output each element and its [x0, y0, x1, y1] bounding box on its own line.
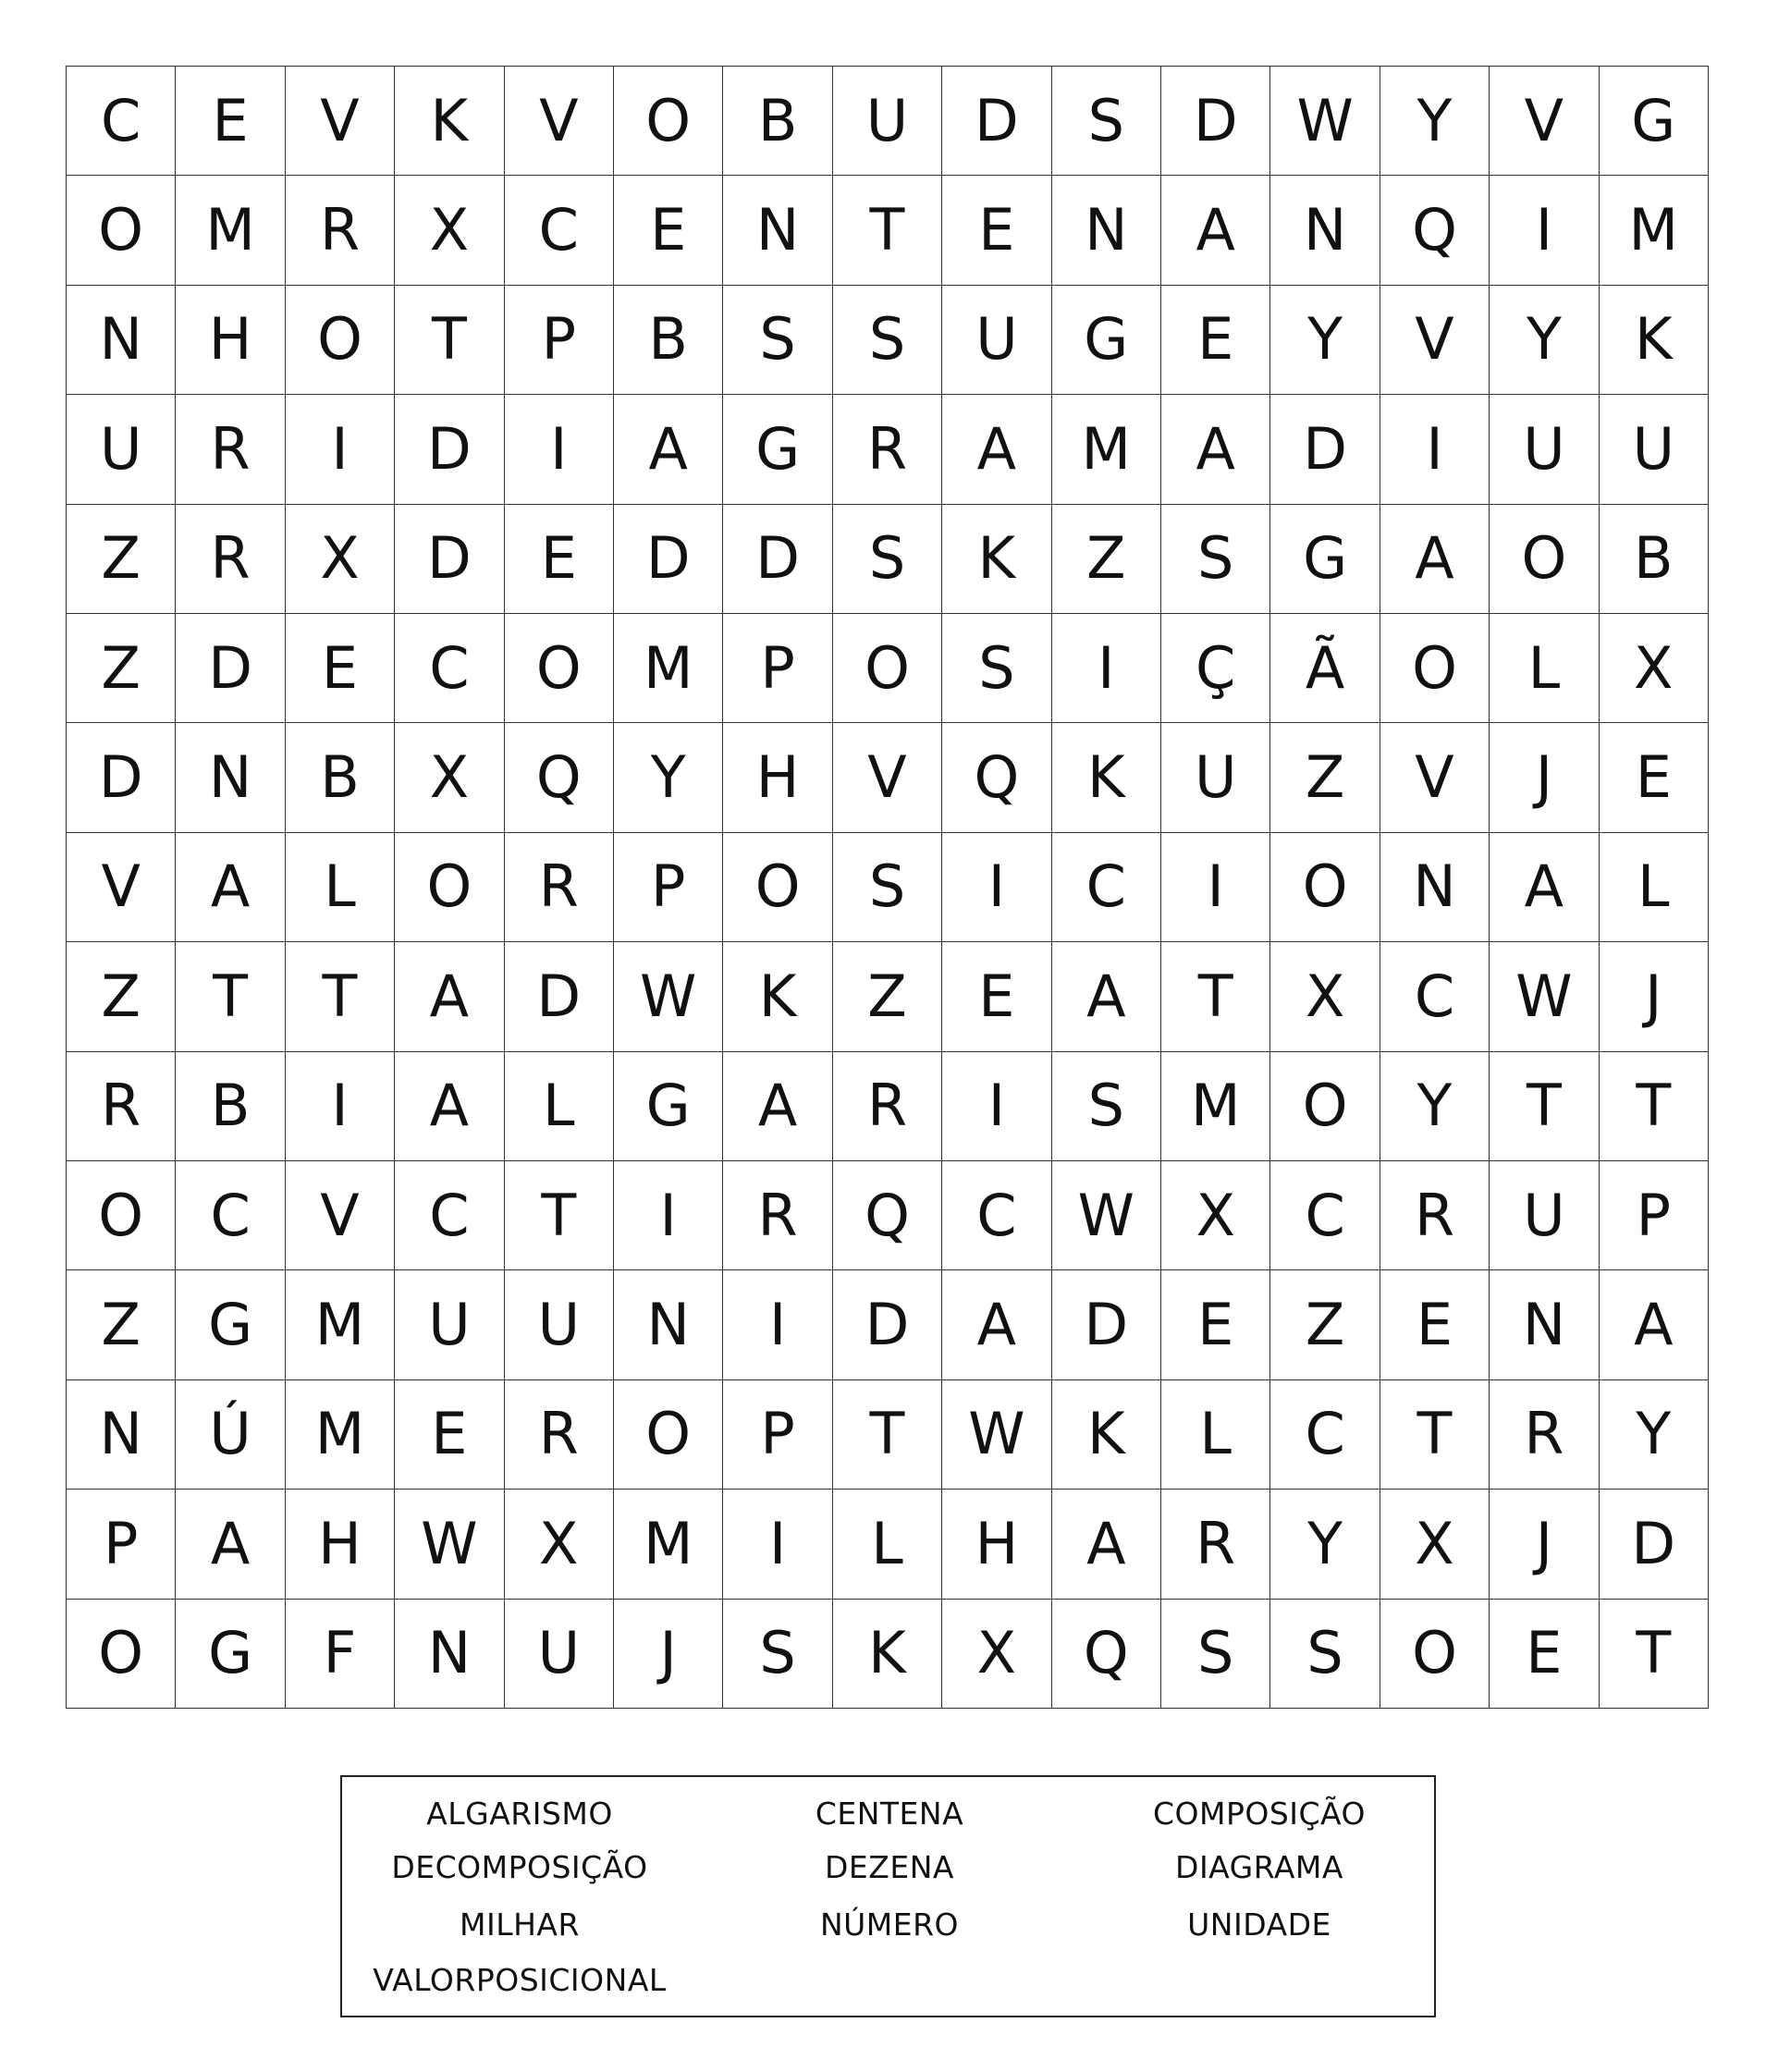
grid-cell[interactable]: O: [395, 833, 504, 942]
grid-cell[interactable]: I: [1490, 176, 1599, 285]
grid-cell[interactable]: U: [505, 1600, 614, 1709]
grid-cell[interactable]: I: [505, 395, 614, 504]
grid-cell[interactable]: R: [723, 1161, 832, 1270]
grid-cell[interactable]: O: [67, 176, 176, 285]
grid-cell[interactable]: C: [1052, 833, 1161, 942]
grid-cell[interactable]: S: [833, 833, 942, 942]
grid-cell[interactable]: E: [395, 1380, 504, 1490]
grid-cell[interactable]: E: [1161, 1270, 1270, 1379]
grid-cell[interactable]: F: [286, 1600, 395, 1709]
grid-cell[interactable]: N: [176, 723, 285, 832]
grid-cell[interactable]: J: [1490, 723, 1599, 832]
grid-cell[interactable]: Y: [1380, 1052, 1490, 1161]
grid-cell[interactable]: R: [1490, 1380, 1599, 1490]
grid-cell[interactable]: P: [505, 286, 614, 395]
grid-cell[interactable]: K: [1052, 1380, 1161, 1490]
grid-cell[interactable]: Y: [1380, 67, 1490, 176]
grid-cell[interactable]: A: [942, 1270, 1051, 1379]
grid-cell[interactable]: Z: [67, 614, 176, 723]
grid-cell[interactable]: C: [505, 176, 614, 285]
grid-cell[interactable]: A: [1380, 505, 1490, 614]
grid-cell[interactable]: O: [723, 833, 832, 942]
grid-cell[interactable]: B: [1600, 505, 1709, 614]
grid-cell[interactable]: I: [286, 395, 395, 504]
grid-cell[interactable]: S: [1270, 1600, 1380, 1709]
grid-cell[interactable]: N: [1270, 176, 1380, 285]
grid-cell[interactable]: U: [395, 1270, 504, 1379]
grid-cell[interactable]: K: [942, 505, 1051, 614]
grid-cell[interactable]: R: [833, 395, 942, 504]
grid-cell[interactable]: Z: [1052, 505, 1161, 614]
grid-cell[interactable]: E: [614, 176, 723, 285]
grid-cell[interactable]: P: [67, 1490, 176, 1599]
grid-cell[interactable]: D: [942, 67, 1051, 176]
grid-cell[interactable]: A: [176, 1490, 285, 1599]
grid-cell[interactable]: R: [505, 833, 614, 942]
grid-cell[interactable]: A: [176, 833, 285, 942]
grid-cell[interactable]: G: [1600, 67, 1709, 176]
grid-cell[interactable]: M: [1600, 176, 1709, 285]
grid-cell[interactable]: Ç: [1161, 614, 1270, 723]
word-list-item: VALORPOSICIONAL: [373, 1962, 667, 1998]
grid-cell[interactable]: C: [942, 1161, 1051, 1270]
grid-cell[interactable]: B: [176, 1052, 285, 1161]
grid-cell[interactable]: N: [1490, 1270, 1599, 1379]
grid-cell[interactable]: V: [505, 67, 614, 176]
word-list-item: DECOMPOSIÇÃO: [391, 1849, 648, 1885]
grid-cell[interactable]: S: [723, 1600, 832, 1709]
grid-cell[interactable]: O: [286, 286, 395, 395]
grid-cell[interactable]: O: [1270, 833, 1380, 942]
grid-cell[interactable]: A: [395, 1052, 504, 1161]
grid-cell[interactable]: W: [1270, 67, 1380, 176]
grid-cell[interactable]: Z: [67, 942, 176, 1051]
grid-cell[interactable]: M: [1052, 395, 1161, 504]
grid-cell[interactable]: B: [723, 67, 832, 176]
grid-cell[interactable]: H: [286, 1490, 395, 1599]
grid-cell[interactable]: P: [1600, 1161, 1709, 1270]
grid-cell[interactable]: T: [1600, 1052, 1709, 1161]
grid-cell[interactable]: R: [176, 395, 285, 504]
word-list-item: ALGARISMO: [426, 1796, 613, 1832]
grid-cell[interactable]: N: [67, 1380, 176, 1490]
grid-cell[interactable]: A: [1052, 942, 1161, 1051]
grid-cell[interactable]: P: [723, 614, 832, 723]
grid-cell[interactable]: A: [614, 395, 723, 504]
grid-cell[interactable]: O: [1490, 505, 1599, 614]
grid-cell[interactable]: A: [395, 942, 504, 1051]
grid-cell[interactable]: G: [1270, 505, 1380, 614]
grid-cell[interactable]: P: [614, 833, 723, 942]
grid-cell[interactable]: Y: [1600, 1380, 1709, 1490]
grid-cell[interactable]: S: [1161, 505, 1270, 614]
grid-cell[interactable]: T: [395, 286, 504, 395]
grid-cell[interactable]: R: [286, 176, 395, 285]
grid-cell[interactable]: D: [395, 505, 504, 614]
grid-cell[interactable]: D: [614, 505, 723, 614]
grid-cell[interactable]: U: [1161, 723, 1270, 832]
grid-cell[interactable]: D: [1161, 67, 1270, 176]
grid-cell[interactable]: Q: [942, 723, 1051, 832]
grid-cell[interactable]: Z: [67, 1270, 176, 1379]
grid-cell[interactable]: U: [1490, 395, 1599, 504]
grid-cell[interactable]: Y: [1270, 1490, 1380, 1599]
grid-cell[interactable]: W: [395, 1490, 504, 1599]
grid-cell[interactable]: X: [505, 1490, 614, 1599]
grid-cell[interactable]: K: [395, 67, 504, 176]
grid-cell[interactable]: R: [833, 1052, 942, 1161]
grid-cell[interactable]: U: [942, 286, 1051, 395]
grid-cell[interactable]: I: [1380, 395, 1490, 504]
grid-cell[interactable]: C: [67, 67, 176, 176]
grid-cell[interactable]: R: [505, 1380, 614, 1490]
grid-cell[interactable]: Q: [833, 1161, 942, 1270]
grid-cell[interactable]: W: [1490, 942, 1599, 1051]
grid-cell[interactable]: T: [833, 1380, 942, 1490]
grid-cell[interactable]: K: [833, 1600, 942, 1709]
grid-cell[interactable]: Y: [614, 723, 723, 832]
grid-cell[interactable]: I: [286, 1052, 395, 1161]
grid-cell[interactable]: O: [67, 1600, 176, 1709]
grid-cell[interactable]: J: [1490, 1490, 1599, 1599]
grid-cell[interactable]: I: [723, 1490, 832, 1599]
grid-cell[interactable]: R: [67, 1052, 176, 1161]
grid-cell[interactable]: U: [833, 67, 942, 176]
grid-cell[interactable]: D: [723, 505, 832, 614]
word-list: [340, 1775, 1436, 2017]
grid-cell[interactable]: E: [1380, 1270, 1490, 1379]
grid-cell[interactable]: L: [505, 1052, 614, 1161]
grid-cell[interactable]: X: [1600, 614, 1709, 723]
grid-cell[interactable]: D: [395, 395, 504, 504]
grid-cell[interactable]: M: [286, 1270, 395, 1379]
grid-cell[interactable]: E: [942, 176, 1051, 285]
grid-cell[interactable]: D: [176, 614, 285, 723]
grid-cell[interactable]: X: [395, 723, 504, 832]
grid-cell[interactable]: E: [1161, 286, 1270, 395]
grid-cell[interactable]: I: [942, 1052, 1051, 1161]
grid-cell[interactable]: A: [1161, 395, 1270, 504]
grid-cell[interactable]: V: [67, 833, 176, 942]
grid-cell[interactable]: X: [1270, 942, 1380, 1051]
grid-cell[interactable]: H: [723, 723, 832, 832]
grid-cell[interactable]: M: [286, 1380, 395, 1490]
grid-cell[interactable]: E: [286, 614, 395, 723]
grid-cell[interactable]: J: [614, 1600, 723, 1709]
grid-cell[interactable]: C: [1270, 1380, 1380, 1490]
grid-cell[interactable]: M: [176, 176, 285, 285]
grid-cell[interactable]: S: [833, 286, 942, 395]
grid-cell[interactable]: D: [505, 942, 614, 1051]
grid-cell[interactable]: L: [1490, 614, 1599, 723]
grid-cell[interactable]: Z: [833, 942, 942, 1051]
grid-cell[interactable]: A: [1600, 1270, 1709, 1379]
grid-cell[interactable]: R: [176, 505, 285, 614]
grid-cell[interactable]: O: [1380, 1600, 1490, 1709]
word-search-grid: [66, 66, 1709, 1709]
grid-cell[interactable]: H: [176, 286, 285, 395]
grid-cell[interactable]: K: [1600, 286, 1709, 395]
grid-cell[interactable]: T: [505, 1161, 614, 1270]
grid-cell[interactable]: O: [1380, 614, 1490, 723]
grid-cell[interactable]: I: [614, 1161, 723, 1270]
grid-cell[interactable]: N: [1380, 833, 1490, 942]
grid-cell[interactable]: W: [942, 1380, 1051, 1490]
grid-cell[interactable]: N: [67, 286, 176, 395]
grid-cell[interactable]: O: [1270, 1052, 1380, 1161]
grid-cell[interactable]: T: [286, 942, 395, 1051]
grid-cell[interactable]: B: [614, 286, 723, 395]
grid-cell[interactable]: N: [723, 176, 832, 285]
grid-cell[interactable]: L: [1600, 833, 1709, 942]
grid-cell[interactable]: R: [1380, 1161, 1490, 1270]
grid-cell[interactable]: V: [1380, 723, 1490, 832]
grid-cell[interactable]: W: [614, 942, 723, 1051]
grid-cell[interactable]: O: [67, 1161, 176, 1270]
grid-cell[interactable]: U: [1600, 395, 1709, 504]
grid-cell[interactable]: E: [942, 942, 1051, 1051]
grid-cell[interactable]: X: [1161, 1161, 1270, 1270]
grid-cell[interactable]: P: [723, 1380, 832, 1490]
grid-cell[interactable]: V: [1380, 286, 1490, 395]
grid-cell[interactable]: E: [1600, 723, 1709, 832]
word-list-item: UNIDADE: [1187, 1906, 1331, 1943]
grid-cell[interactable]: T: [1380, 1380, 1490, 1490]
grid-cell[interactable]: T: [1600, 1600, 1709, 1709]
grid-cell[interactable]: K: [723, 942, 832, 1051]
grid-cell[interactable]: Z: [1270, 1270, 1380, 1379]
grid-cell[interactable]: B: [286, 723, 395, 832]
grid-cell[interactable]: S: [1161, 1600, 1270, 1709]
grid-cell[interactable]: A: [1490, 833, 1599, 942]
grid-cell[interactable]: D: [833, 1270, 942, 1379]
grid-cell[interactable]: D: [67, 723, 176, 832]
grid-cell[interactable]: A: [1161, 176, 1270, 285]
grid-cell[interactable]: G: [176, 1270, 285, 1379]
word-list-item: CENTENA: [815, 1796, 964, 1832]
grid-cell[interactable]: U: [505, 1270, 614, 1379]
grid-cell[interactable]: E: [176, 67, 285, 176]
grid-cell[interactable]: V: [1490, 67, 1599, 176]
grid-cell[interactable]: I: [1052, 614, 1161, 723]
grid-cell[interactable]: S: [723, 286, 832, 395]
grid-cell[interactable]: E: [505, 505, 614, 614]
grid-cell[interactable]: A: [1052, 1490, 1161, 1599]
grid-cell[interactable]: I: [942, 833, 1051, 942]
word-list-item: MILHAR: [460, 1906, 580, 1943]
grid-cell[interactable]: A: [942, 395, 1051, 504]
grid-cell[interactable]: Q: [1380, 176, 1490, 285]
grid-cell[interactable]: C: [176, 1161, 285, 1270]
grid-cell[interactable]: H: [942, 1490, 1051, 1599]
grid-cell[interactable]: Ã: [1270, 614, 1380, 723]
grid-cell[interactable]: X: [286, 505, 395, 614]
grid-cell[interactable]: G: [614, 1052, 723, 1161]
grid-cell[interactable]: V: [286, 1161, 395, 1270]
grid-cell[interactable]: T: [1161, 942, 1270, 1051]
word-list-item: DIAGRAMA: [1175, 1849, 1343, 1885]
grid-cell[interactable]: D: [1600, 1490, 1709, 1599]
grid-cell[interactable]: M: [614, 1490, 723, 1599]
grid-cell[interactable]: U: [67, 395, 176, 504]
grid-cell[interactable]: S: [1052, 1052, 1161, 1161]
grid-cell[interactable]: I: [1161, 833, 1270, 942]
grid-cell[interactable]: W: [1052, 1161, 1161, 1270]
grid-cell[interactable]: A: [723, 1052, 832, 1161]
grid-cell[interactable]: V: [833, 723, 942, 832]
word-list-item: DEZENA: [825, 1849, 954, 1885]
grid-cell[interactable]: U: [1490, 1161, 1599, 1270]
word-list-item: COMPOSIÇÃO: [1152, 1796, 1367, 1832]
grid-cell[interactable]: X: [942, 1600, 1051, 1709]
grid-cell[interactable]: Y: [1490, 286, 1599, 395]
grid-cell[interactable]: T: [1490, 1052, 1599, 1161]
grid-cell[interactable]: S: [942, 614, 1051, 723]
grid-cell[interactable]: X: [1380, 1490, 1490, 1599]
grid-cell[interactable]: O: [614, 67, 723, 176]
grid-cell[interactable]: T: [176, 942, 285, 1051]
grid-cell[interactable]: G: [176, 1600, 285, 1709]
grid-cell[interactable]: L: [833, 1490, 942, 1599]
grid-cell[interactable]: Z: [67, 505, 176, 614]
grid-cell[interactable]: D: [1270, 395, 1380, 504]
grid-cell[interactable]: N: [614, 1270, 723, 1379]
grid-cell[interactable]: L: [1161, 1380, 1270, 1490]
grid-cell[interactable]: S: [833, 505, 942, 614]
grid-cell[interactable]: L: [286, 833, 395, 942]
grid-cell[interactable]: R: [1161, 1490, 1270, 1599]
grid-cell[interactable]: Q: [1052, 1600, 1161, 1709]
grid-cell[interactable]: E: [1490, 1600, 1599, 1709]
word-list-item: NÚMERO: [819, 1906, 960, 1943]
grid-cell[interactable]: Y: [1270, 286, 1380, 395]
grid-cell[interactable]: D: [1052, 1270, 1161, 1379]
grid-cell[interactable]: C: [395, 1161, 504, 1270]
grid-cell[interactable]: C: [395, 614, 504, 723]
grid-cell[interactable]: Q: [505, 723, 614, 832]
grid-cell[interactable]: Ú: [176, 1380, 285, 1490]
grid-cell[interactable]: C: [1380, 942, 1490, 1051]
grid-cell[interactable]: O: [614, 1380, 723, 1490]
grid-cell[interactable]: M: [1161, 1052, 1270, 1161]
grid-cell[interactable]: J: [1600, 942, 1709, 1051]
grid-cell[interactable]: N: [395, 1600, 504, 1709]
grid-cell[interactable]: X: [395, 176, 504, 285]
grid-cell[interactable]: O: [833, 614, 942, 723]
grid-cell[interactable]: T: [833, 176, 942, 285]
grid-cell[interactable]: S: [1052, 67, 1161, 176]
grid-cell[interactable]: G: [723, 395, 832, 504]
grid-cell[interactable]: N: [1052, 176, 1161, 285]
grid-cell[interactable]: I: [723, 1270, 832, 1379]
grid-cell[interactable]: C: [1270, 1161, 1380, 1270]
grid-cell[interactable]: K: [1052, 723, 1161, 832]
grid-cell[interactable]: Z: [1270, 723, 1380, 832]
grid-cell[interactable]: M: [614, 614, 723, 723]
grid-cell[interactable]: V: [286, 67, 395, 176]
grid-cell[interactable]: O: [505, 614, 614, 723]
grid-cell[interactable]: G: [1052, 286, 1161, 395]
